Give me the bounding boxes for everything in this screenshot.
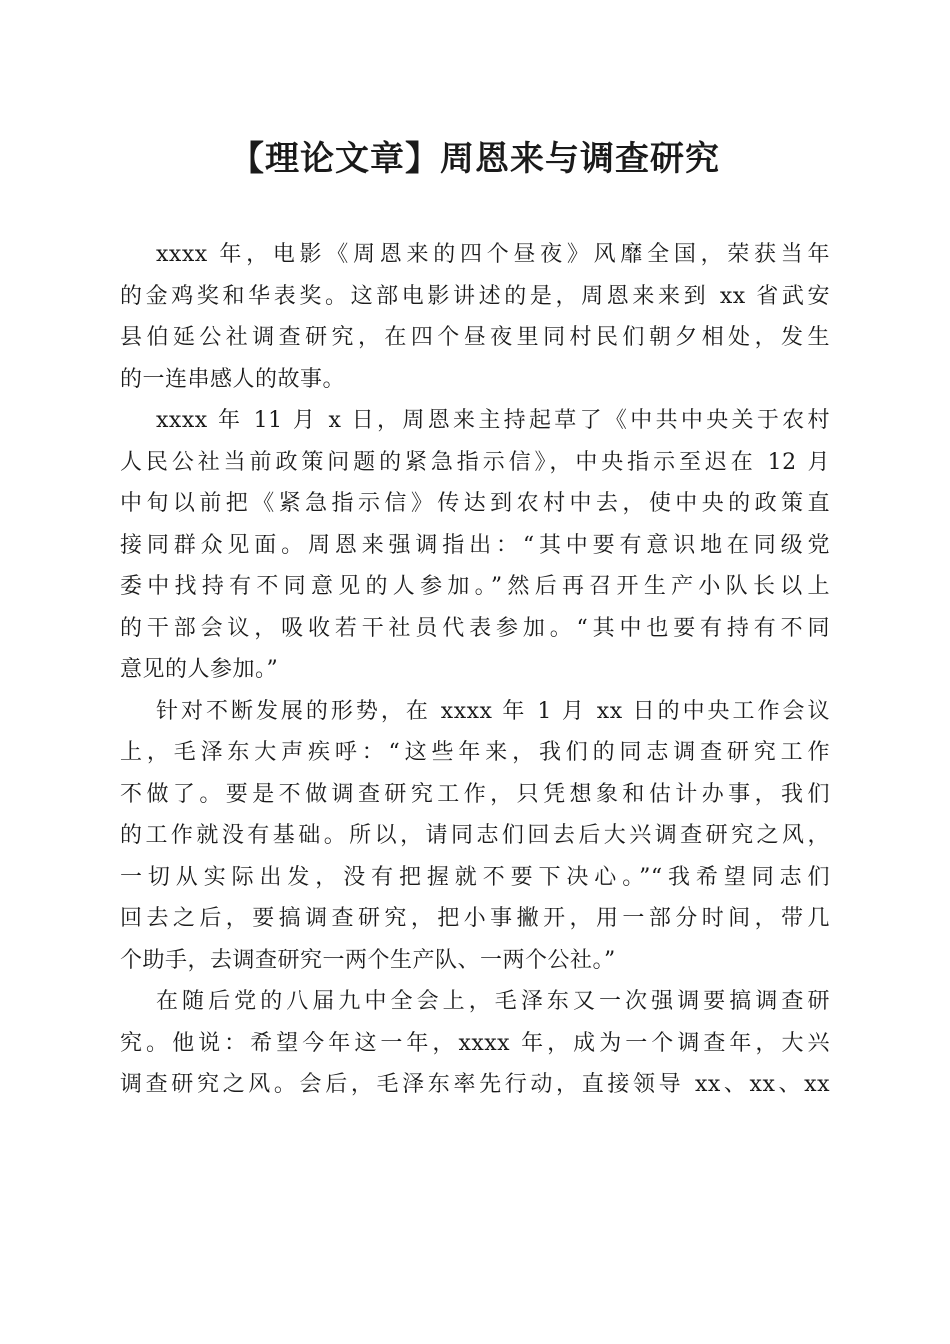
text-line: xxxx 年 11 月 x 日，周恩来主持起草了《中共中央关于农村 <box>156 408 830 433</box>
text-line: 委中找持有不同意见的人参加。”然后再召开生产小队长以上 <box>120 574 830 599</box>
paragraph-3 <box>120 691 830 982</box>
document-body <box>120 234 830 1106</box>
text-line: 县伯延公社调查研究，在四个昼夜里同村民们朝夕相处，发生 <box>120 325 830 350</box>
text-line: 的金鸡奖和华表奖。这部电影讲述的是，周恩来来到 xx 省武安 <box>120 283 830 309</box>
text-line: 一切从实际出发，没有把握就不要下决心。”“我希望同志们 <box>120 864 830 890</box>
text-line: 的干部会议，吸收若干社员代表参加。“其中也要有持有不同 <box>120 615 830 641</box>
document-title: 【理论文章】周恩来与调查研究 <box>230 139 720 179</box>
text-line: 的一连串感人的故事。 <box>120 366 346 392</box>
text-line: 接同群众见面。周恩来强调指出：“其中要有意识地在同级党 <box>120 532 830 558</box>
text-line: 中旬以前把《紧急指示信》传达到农村中去，使中央的政策直 <box>120 491 830 516</box>
paragraph-4 <box>120 981 830 1106</box>
text-line: 在随后党的八届九中全会上，毛泽东又一次强调要搞调查研 <box>156 989 830 1014</box>
text-line: 的工作就没有基础。所以，请同志们回去后大兴调查研究之风， <box>120 823 830 848</box>
text-line: 意见的人参加。” <box>120 657 279 682</box>
text-line: 究。他说：希望今年这一年，xxxx 年，成为一个调查年，大兴 <box>120 1030 830 1056</box>
text-line: 人民公社当前政策问题的紧急指示信》，中央指示至迟在 12 月 <box>120 449 830 475</box>
paragraph-2 <box>120 400 830 691</box>
text-line: 个助手，去调查研究一两个生产队、一两个公社。” <box>120 947 616 973</box>
text-line: 回去之后，要搞调查研究，把小事撇开，用一部分时间，带几 <box>120 906 830 931</box>
text-line: 调查研究之风。会后，毛泽东率先行动，直接领导 xx、xx、xx <box>120 1072 830 1097</box>
text-line: 上，毛泽东大声疾呼：“这些年来，我们的同志调查研究工作 <box>120 740 830 765</box>
text-line: xxxx 年，电影《周恩来的四个昼夜》风靡全国，荣获当年 <box>156 242 830 267</box>
paragraph-1 <box>120 234 830 400</box>
text-line: 针对不断发展的形势，在 xxxx 年 1 月 xx 日的中央工作会议 <box>156 698 830 724</box>
text-line: 不做了。要是不做调查研究工作，只凭想象和估计办事，我们 <box>120 781 830 807</box>
